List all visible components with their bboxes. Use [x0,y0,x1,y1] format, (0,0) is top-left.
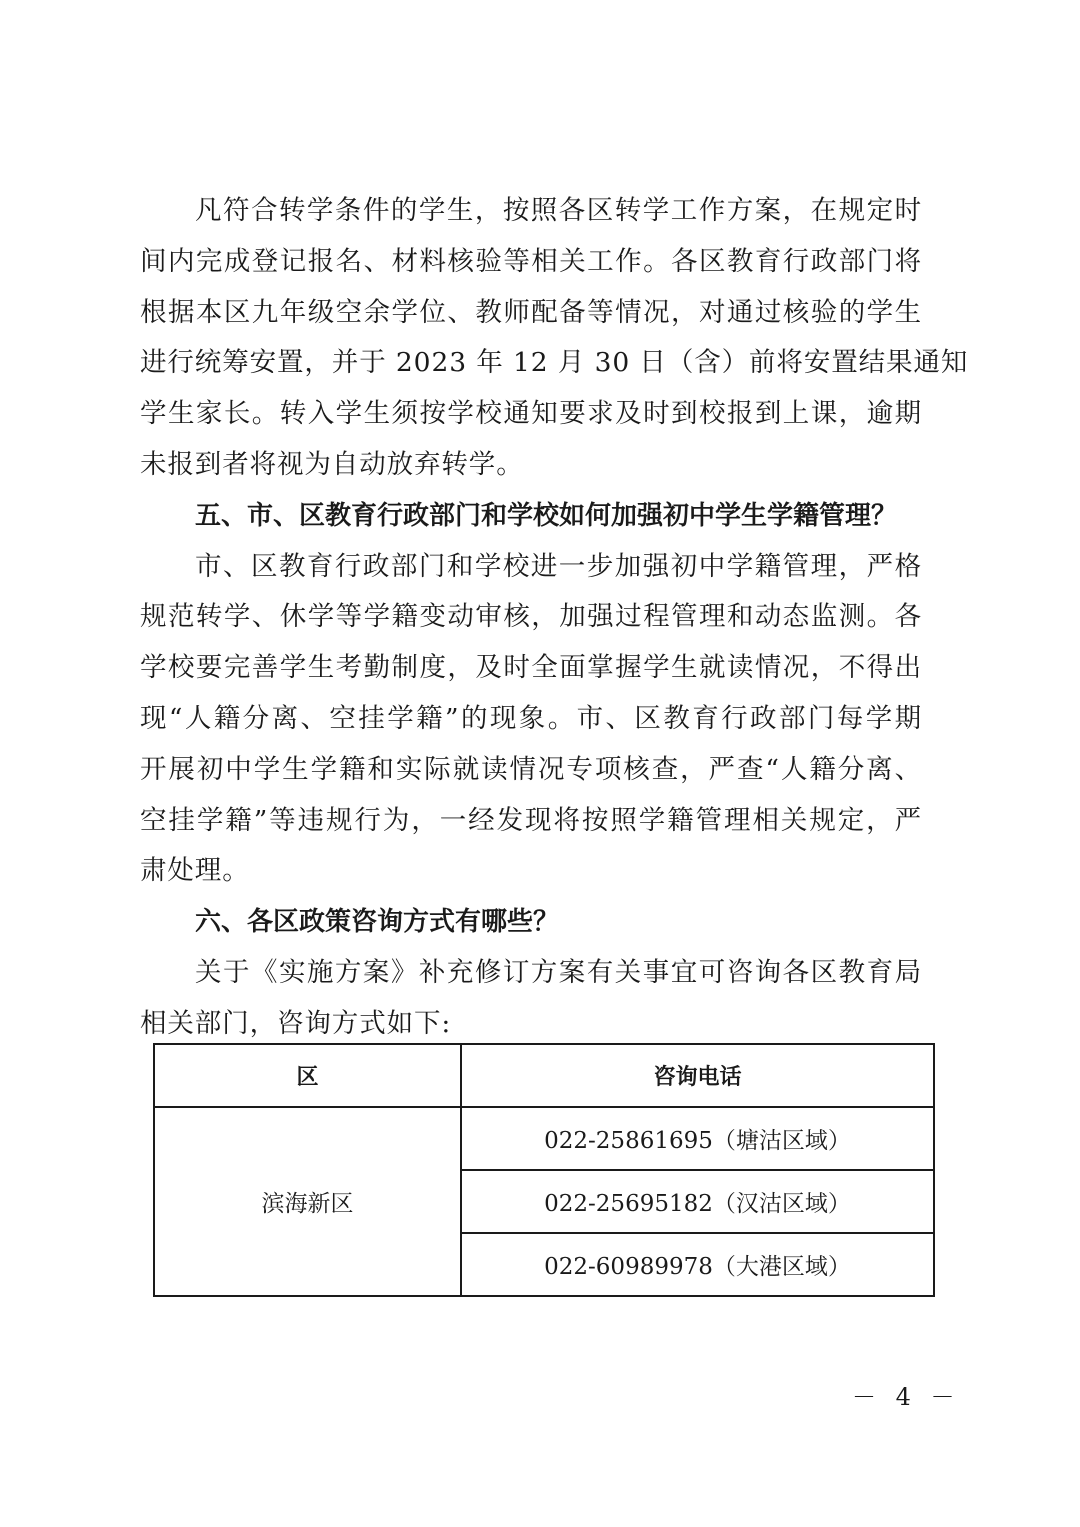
paragraph-line: 开展初中学生学籍和实际就读情况专项核查，严查“人籍分离、 [140,753,922,785]
contact-table [153,1043,935,1297]
section-heading-6: 六、各区政策咨询方式有哪些？ [195,907,560,938]
header-phone: 咨询电话 [461,1044,934,1107]
phone-cell: 022-25695182（汉沽区域） [461,1170,934,1233]
header-district: 区 [154,1044,461,1107]
paragraph-line: 关于《实施方案》补充修订方案有关事宜可咨询各区教育局 [195,956,922,988]
paragraph-line: 肃处理。 [140,855,250,887]
page-number: － 4 － [852,1383,961,1411]
paragraph-line: 凡符合转学条件的学生，按照各区转学工作方案，在规定时 [195,195,922,226]
paragraph-line: 学校要完善学生考勤制度，及时全面掌握学生就读情况，不得出 [140,652,922,684]
paragraph-line: 市、区教育行政部门和学校进一步加强初中学籍管理，严格 [195,550,922,582]
paragraph-line: 进行统筹安置，并于 2023 年 12 月 30 日（含）前将安置结果通知 [140,347,969,379]
paragraph-line: 相关部门，咨询方式如下: [140,1007,452,1039]
paragraph-line: 根据本区九年级空余学位、教师配备等情况，对通过核验的学生 [140,296,922,328]
district-cell: 滨海新区 [154,1107,461,1296]
paragraph-line: 空挂学籍”等违规行为，一经发现将按照学籍管理相关规定，严 [140,804,922,836]
phone-cell: 022-60989978（大港区域） [461,1233,934,1296]
document-body [140,186,969,1050]
paragraph-line: 学生家长。转入学生须按学校通知要求及时到校报到上课，逾期 [140,398,922,430]
paragraph-line: 未报到者将视为自动放弃转学。 [140,448,524,480]
phone-cell: 022-25861695（塘沽区域） [461,1107,934,1170]
table-row [154,1107,934,1170]
paragraph-line: 规范转学、休学等学籍变动审核，加强过程管理和动态监测。各 [140,601,922,633]
table-header-row [154,1044,934,1107]
paragraph-line: 现“人籍分离、空挂学籍”的现象。市、区教育行政部门每学期 [140,702,922,734]
section-heading-5: 五、市、区教育行政部门和学校如何加强初中学生学籍管理？ [195,500,898,531]
paragraph-line: 间内完成登记报名、材料核验等相关工作。各区教育行政部门将 [140,245,922,277]
